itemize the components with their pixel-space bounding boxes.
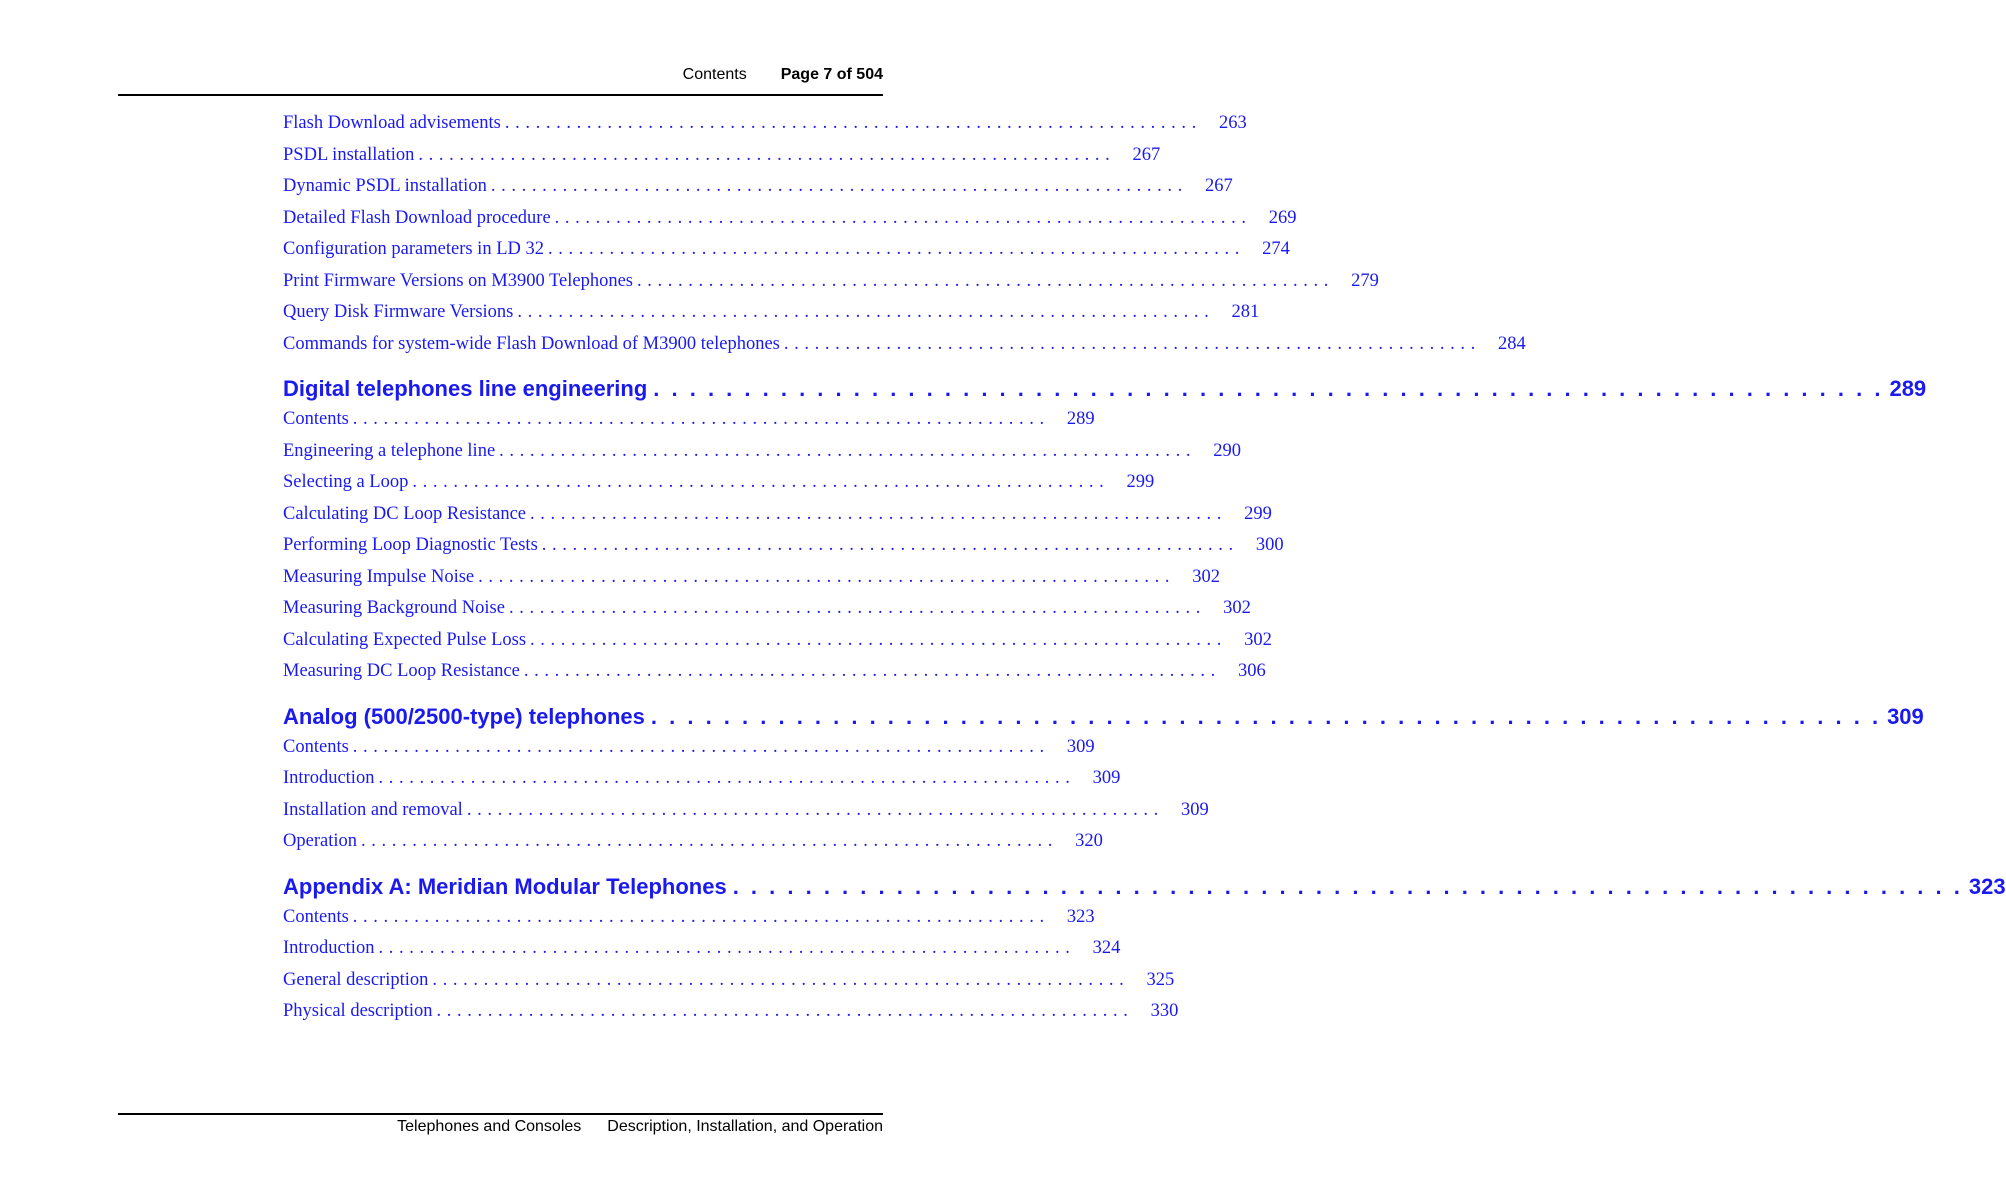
toc-entry-link[interactable]: [283, 171, 1233, 203]
toc-label: Configuration parameters in LD 32: [283, 239, 544, 259]
table-of-contents: [283, 108, 2006, 1028]
toc-page-number: 323: [1066, 906, 1095, 927]
toc-entry-link[interactable]: [283, 499, 1272, 531]
toc-page-number: 299: [1244, 503, 1272, 524]
toc-label: Measuring Background Noise: [283, 598, 505, 618]
dot-leader: . . . . . . . . . . . . . . . . . . . . . . . . . . . . . . . . . . . . . . . . . . . . . . . . . . . . . . . . . . . . . . . . . . . .: [504, 113, 1197, 133]
toc-label: Calculating DC Loop Resistance: [283, 503, 527, 524]
dot-leader: . . . . . . . . . . . . . . . . . . . . . . . . . . . . . . . . . . . . . . . . . . . . . . . . . . . . . . . . . . . . . . . . . . . .: [412, 472, 1105, 492]
toc-label: Analog (500/2500-type) telephones: [283, 703, 645, 729]
toc-entry-link[interactable]: [283, 902, 1095, 934]
toc-page-number: 289: [1066, 409, 1095, 429]
dot-leader: . . . . . . . . . . . . . . . . . . . . . . . . . . . . . . . . . . . . . . . . . . . . . . . . . . . . . . . . . . . . . . . . . . . .: [499, 440, 1192, 461]
toc-page-number: 290: [1213, 440, 1242, 461]
toc-entry-link[interactable]: [283, 404, 1095, 436]
toc-label: Detailed Flash Download procedure: [283, 207, 551, 228]
dot-leader: . . . . . . . . . . . . . . . . . . . . . . . . . . . . . . . . . . . . . . . . . . . . . . . . . . . . . . . . . . . . . . . . . . . .: [378, 768, 1071, 788]
dot-leader: . . . . . . . . . . . . . . . . . . . . . . . . . . . . . . . . . . . . . . . . . . . . . . . . . . . . . . . . . . . . . . . . . . . .: [508, 598, 1201, 618]
toc-entry-link[interactable]: [283, 826, 1103, 858]
dot-leader: . . . . . . . . . . . . . . . . . . . . . . . . . . . . . . . . . . . . . . . . . . . . . . . . . . . . . . . . . . . . . . . . . . . .: [466, 799, 1159, 820]
dot-leader: . . . . . . . . . . . . . . . . . . . . . . . . . . . . . . . . . . . . . . . . . . . . . . . . . . . . . . . . . . . . . . . . . . . .: [541, 535, 1234, 555]
toc-entry-link[interactable]: [283, 234, 1290, 266]
footer-right: Description, Installation, and Operation: [607, 1118, 883, 1135]
dot-leader: . . . . . . . . . . . . . . . . . . . . . . . . . . . . . . . . . . . . . . . . . . . . . . . . . . . . . . . . . . . . . . . . . . . .: [478, 566, 1171, 587]
toc-page-number: 279: [1351, 270, 1379, 291]
toc-page-number: 269: [1268, 207, 1297, 228]
toc-entry-link[interactable]: [283, 140, 1161, 172]
toc-entry-link[interactable]: [283, 593, 1251, 625]
toc-label: Contents: [283, 409, 349, 429]
toc-label: Query Disk Firmware Versions: [283, 302, 514, 322]
toc-page-number: 302: [1244, 629, 1272, 650]
toc-label: Measuring Impulse Noise: [283, 566, 475, 587]
toc-page-number: 289: [1889, 376, 1927, 401]
toc-label: Commands for system-wide Flash Download of M3900 telephones: [283, 333, 780, 354]
dot-leader: . . . . . . . . . . . . . . . . . . . . . . . . . . . . . . . . . . . . . . . . . . . . . . . . . . . . . . . . . . . . . . . . . . . .: [436, 1001, 1129, 1021]
toc-page-number: 302: [1192, 566, 1221, 587]
toc-label: Appendix A: Meridian Modular Telephones: [283, 873, 727, 899]
toc-entry-link[interactable]: [283, 436, 1242, 468]
toc-label: Performing Loop Diagnostic Tests: [283, 535, 538, 555]
toc-page-number: 302: [1223, 598, 1251, 618]
dot-leader: . . . . . . . . . . . . . . . . . . . . . . . . . . . . . . . . . . . . . . . . . . . . . . . . . . . . . . . . . . . . . . . . . . . .: [360, 831, 1053, 851]
toc-label: Calculating Expected Pulse Loss: [283, 629, 527, 650]
toc-entry-link[interactable]: [283, 965, 1175, 997]
toc-page-number: 267: [1204, 176, 1233, 196]
dot-leader: . . . . . . . . . . . . . . . . . . . . . . . . . . . . . . . . . . . . . . . . . . . . . . . . . . . . . . . . . . . . . . . . . . . .: [432, 969, 1125, 990]
toc-page-number: 330: [1150, 1001, 1179, 1021]
toc-entry-link[interactable]: [283, 266, 1379, 298]
dot-leader: . . . . . . . . . . . . . . . . . . . . . . . . . . . . . . . . . . . . . . . . . . . . . . . . . . . . . . . . . . . . . . . . . . . .: [418, 144, 1111, 165]
dot-leader: . . . . . . . . . . . . . . . . . . . . . . . . . . . . . . . . . . . . . . . . . . . . . . . . . . . . . . . . . . . . . . . . . . . .: [378, 938, 1071, 958]
toc-page-number: 267: [1132, 144, 1161, 165]
toc-chapter-link[interactable]: [283, 870, 2006, 904]
dot-leader: . . . . . . . . . . . . . . . . . . . . . . . . . . . . . . . . . . . . . . . . . . . . . . . . . . . . . . . . . . . . . . . . . . . .: [548, 239, 1240, 259]
dot-leader: . . . . . . . . . . . . . . . . . . . . . . . . . . . . . . . . . . . . . . . . . . . . . . . . . . . . . . . . . . . . . . . . . . . .: [530, 629, 1222, 650]
dot-leader: . . . . . . . . . . . . . . . . . . . . . . . . . . . . . . . . . . . . . . . . . . . . . . . . . . . . . . . . . . . . . . . . . . . .: [554, 207, 1247, 228]
toc-label: Contents: [283, 736, 349, 757]
toc-entry-link[interactable]: [283, 732, 1095, 764]
toc-page-number: 324: [1092, 938, 1121, 958]
dot-leader: . . . . . . . . . . . . . . . . . . . . . . . . . . . . . . . . . . . . . . . . . . . . . . . . . . . . . . . . . . . . . . . . . . . .: [517, 302, 1210, 322]
toc-page-number: 281: [1231, 302, 1260, 322]
dot-leader: . . . . . . . . . . . . . . . . . . . . . . . . . . . . . . . . . . . . . . . . . . . . . . . . . . . . . . . . . . . . . . . . . . . .: [530, 503, 1222, 524]
dot-leader: . . . . . . . . . . . . . . . . . . . . . . . . . . . . . . . . . . . . . . . . . . . . . . . . . . . . . . . . . . . . . . . . . . . .: [352, 736, 1045, 757]
toc-page-number: 309: [1066, 736, 1095, 757]
toc-label: Print Firmware Versions on M3900 Telephones: [283, 270, 634, 291]
page-footer: [397, 1118, 883, 1136]
footer-left: Telephones and Consoles: [397, 1118, 582, 1135]
toc-label: Physical description: [283, 1001, 433, 1021]
dot-leader: . . . . . . . . . . . . . . . . . . . . . . . . . . . . . . . . . . . . . . . . . . . . . . . . . . . . . . . . . . . . . . . . . . . .: [490, 176, 1183, 196]
footer-rule: [118, 1113, 883, 1115]
toc-label: Installation and removal: [283, 799, 463, 820]
toc-entry-link[interactable]: [283, 996, 1179, 1028]
toc-entry-link[interactable]: [283, 467, 1155, 499]
toc-entry-link[interactable]: [283, 625, 1272, 657]
toc-entry-link[interactable]: [283, 329, 1526, 361]
toc-entry-link[interactable]: [283, 933, 1121, 965]
dot-leader: . . . . . . . . . . . . . . . . . . . . . . . . . . . . . . . . . . . . . . . . . . . . . . . . . . . . . . . . . . . . . . . . . . . .: [650, 703, 1882, 729]
dot-leader: . . . . . . . . . . . . . . . . . . . . . . . . . . . . . . . . . . . . . . . . . . . . . . . . . . . . . . . . . . . . . . . . . . . .: [523, 661, 1216, 681]
toc-page-number: 299: [1126, 472, 1155, 492]
toc-label: Introduction: [283, 938, 375, 958]
header-section: Contents: [682, 66, 747, 83]
toc-entry-link[interactable]: [283, 203, 1297, 235]
page-header: [683, 66, 883, 84]
toc-page-number: 325: [1146, 969, 1175, 990]
dot-leader: . . . . . . . . . . . . . . . . . . . . . . . . . . . . . . . . . . . . . . . . . . . . . . . . . . . . . . . . . . . . . . . . . . . .: [732, 873, 1963, 899]
dot-leader: . . . . . . . . . . . . . . . . . . . . . . . . . . . . . . . . . . . . . . . . . . . . . . . . . . . . . . . . . . . . . . . . . . . .: [352, 906, 1045, 927]
toc-entry-link[interactable]: [283, 562, 1221, 594]
toc-chapter-link[interactable]: [283, 700, 1924, 734]
toc-entry-link[interactable]: [283, 763, 1121, 795]
toc-label: Measuring DC Loop Resistance: [283, 661, 520, 681]
toc-entry-link[interactable]: [283, 656, 1266, 688]
toc-label: Introduction: [283, 768, 375, 788]
dot-leader: . . . . . . . . . . . . . . . . . . . . . . . . . . . . . . . . . . . . . . . . . . . . . . . . . . . . . . . . . . . . . . . . . . . .: [352, 409, 1045, 429]
toc-label: Engineering a telephone line: [283, 440, 496, 461]
toc-label: Digital telephones line engineering: [283, 376, 648, 401]
toc-page-number: 306: [1238, 661, 1266, 681]
toc-page-number: 274: [1262, 239, 1290, 259]
header-page-number: Page 7 of 504: [780, 66, 883, 83]
toc-chapter-link[interactable]: [283, 372, 1927, 406]
toc-page-number: 284: [1498, 333, 1526, 354]
header-rule: [118, 94, 883, 96]
toc-label: General description: [283, 969, 429, 990]
dot-leader: . . . . . . . . . . . . . . . . . . . . . . . . . . . . . . . . . . . . . . . . . . . . . . . . . . . . . . . . . . . . . . . . . . . .: [783, 333, 1476, 354]
toc-label: Dynamic PSDL installation: [283, 176, 487, 196]
toc-label: Contents: [283, 906, 349, 927]
toc-entry-link[interactable]: [283, 530, 1284, 562]
toc-label: Flash Download advisements: [283, 113, 501, 133]
toc-entry-link[interactable]: [283, 795, 1209, 827]
toc-label: Operation: [283, 831, 357, 851]
toc-page-number: 323: [1968, 873, 2006, 899]
toc-label: PSDL installation: [283, 144, 415, 165]
dot-leader: . . . . . . . . . . . . . . . . . . . . . . . . . . . . . . . . . . . . . . . . . . . . . . . . . . . . . . . . . . . . . . . . . . . .: [653, 376, 1884, 401]
toc-label: Selecting a Loop: [283, 472, 409, 492]
toc-page-number: 320: [1075, 831, 1103, 851]
toc-page-number: 309: [1180, 799, 1209, 820]
toc-page-number: 309: [1092, 768, 1121, 788]
dot-leader: . . . . . . . . . . . . . . . . . . . . . . . . . . . . . . . . . . . . . . . . . . . . . . . . . . . . . . . . . . . . . . . . . . . .: [637, 270, 1329, 291]
toc-entry-link[interactable]: [283, 297, 1260, 329]
toc-page-number: 309: [1887, 703, 1924, 729]
toc-page-number: 300: [1255, 535, 1284, 555]
toc-page-number: 263: [1219, 113, 1247, 133]
toc-entry-link[interactable]: [283, 108, 1247, 140]
